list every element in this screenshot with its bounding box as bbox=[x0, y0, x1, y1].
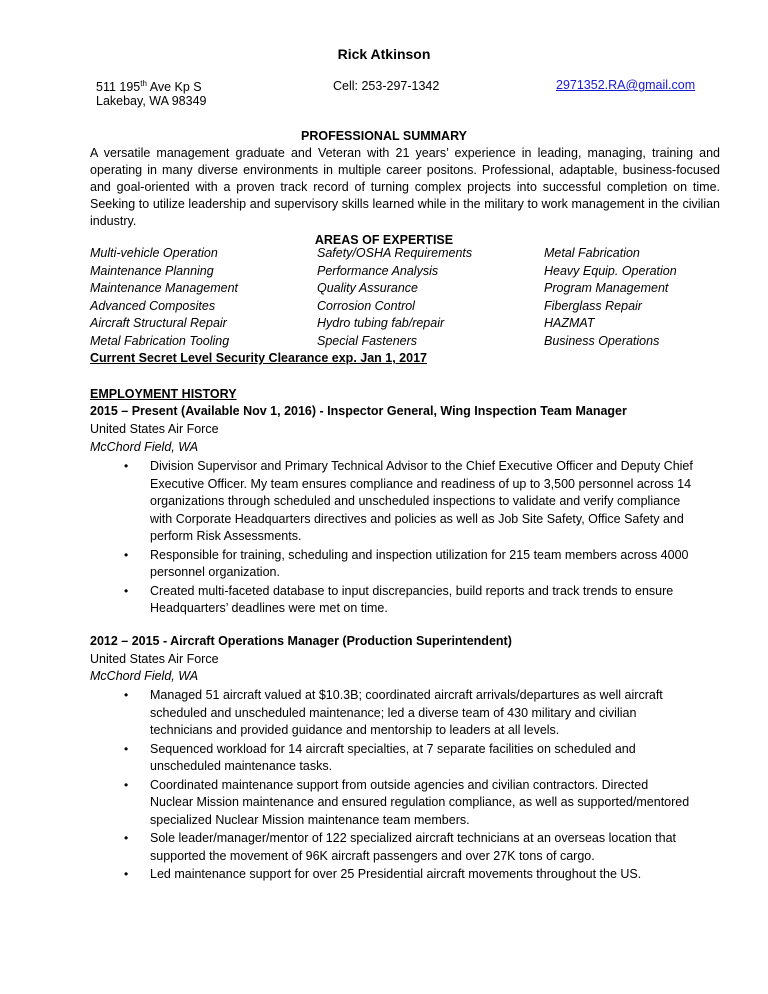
bullet-icon: • bbox=[124, 459, 129, 473]
bullet-icon: • bbox=[124, 688, 129, 702]
expertise-item: Business Operations bbox=[544, 333, 660, 348]
list-item: • Sequenced workload for 14 aircraft specialties, at 7 separate facilities on scheduled and unscheduled maintenance tasks. bbox=[124, 741, 636, 773]
expertise-item: Heavy Equip. Operation bbox=[544, 263, 677, 278]
job-organization: United States Air Force bbox=[90, 422, 219, 436]
bullet-icon: • bbox=[124, 777, 129, 792]
expertise-item: Hydro tubing fab/repair bbox=[317, 316, 445, 331]
bullet-icon: • bbox=[124, 741, 129, 756]
list-item: • Coordinated maintenance support from outside agencies and civilian contractors. Directed Nuclear Mission maintenance and ensured regulation compliance, as well as supported/mentored specialized Nuclear Mission maintenance team members. bbox=[124, 777, 690, 827]
list-item: • Led maintenance support for over 25 Presidential aircraft movements throughout the US. bbox=[124, 866, 694, 884]
expertise-item: Performance Analysis bbox=[317, 263, 439, 278]
job-title: 2012 – 2015 - Aircraft Operations Manager (Production Superintendent) bbox=[90, 634, 512, 648]
expertise-item: Program Management bbox=[544, 281, 669, 296]
bullet-icon: • bbox=[124, 583, 129, 598]
list-item: • Created multi-faceted database to input discrepancies, build reports and track trends to ensure Headquarters’ deadlines were met on time. bbox=[124, 583, 674, 615]
job-location: McChord Field, WA bbox=[90, 440, 199, 454]
bullet-icon: • bbox=[124, 547, 129, 562]
clearance-statement: Current Secret Level Security Clearance exp. Jan 1, 2017 bbox=[90, 351, 427, 365]
bullet-icon: • bbox=[124, 867, 129, 881]
job-bullet-list bbox=[124, 458, 694, 619]
expertise-column-1 bbox=[90, 245, 238, 351]
expertise-heading: AREAS OF EXPERTISE bbox=[314, 233, 454, 247]
expertise-item: Maintenance Management bbox=[90, 281, 239, 296]
list-item: • Responsible for training, scheduling and inspection utilization for 215 team members across 4000 personnel organization. bbox=[124, 547, 689, 579]
expertise-item: Metal Fabrication bbox=[544, 246, 640, 260]
expertise-item: Multi-vehicle Operation bbox=[90, 246, 218, 260]
expertise-item: Quality Assurance bbox=[317, 281, 418, 296]
list-item: • Managed 51 aircraft valued at $10.3B; coordinated aircraft arrivals/departures as well aircraft scheduled and unscheduled maintenance; led a diverse team of 430 military and civilian technicians and provided guidance and mentorship to leaders at all levels. bbox=[124, 688, 663, 737]
cell-phone: Cell: 253-297-1342 bbox=[333, 79, 440, 93]
expertise-item: HAZMAT bbox=[544, 316, 595, 331]
expertise-item: Special Fasteners bbox=[317, 333, 418, 348]
bullet-icon: • bbox=[124, 831, 129, 845]
job-title: 2015 – Present (Available Nov 1, 2016) - Inspector General, Wing Inspection Team Manager bbox=[90, 404, 627, 418]
address-street: 511 195th Ave Kp S bbox=[96, 79, 202, 94]
expertise-column-3 bbox=[544, 245, 677, 351]
summary-heading: PROFESSIONAL SUMMARY bbox=[301, 129, 467, 143]
employment-heading: EMPLOYMENT HISTORY bbox=[90, 387, 237, 401]
expertise-item: Corrosion Control bbox=[317, 298, 415, 313]
summary-text: A versatile management graduate and Veteran with 21 years’ experience in leading, managing, training and operating in many diverse environments in multiple career positons. Professional, adaptable, business-focused and goal-oriented with a proven track record of turning complex projects into successful completion on time. Seeking to utilize leadership and supervisory skills learned while in the military to work management in the civilian industry. bbox=[90, 146, 720, 228]
job-location: McChord Field, WA bbox=[90, 669, 199, 683]
resume-name: Rick Atkinson bbox=[337, 46, 431, 62]
list-item: • Sole leader/manager/mentor of 122 specialized aircraft technicians at an overseas location that supported the movement of 96K aircraft passengers and over 27K tons of cargo. bbox=[124, 831, 676, 863]
expertise-item: Safety/OSHA Requirements bbox=[317, 246, 473, 260]
expertise-item: Fiberglass Repair bbox=[544, 298, 642, 313]
job-bullet-list bbox=[124, 687, 694, 885]
address-city: Lakebay, WA 98349 bbox=[96, 94, 207, 108]
email-link[interactable]: 2971352.RA@gmail.com bbox=[556, 78, 696, 92]
expertise-item: Advanced Composites bbox=[90, 298, 216, 313]
job-organization: United States Air Force bbox=[90, 652, 219, 666]
expertise-item: Aircraft Structural Repair bbox=[90, 316, 227, 331]
expertise-column-2 bbox=[317, 245, 472, 351]
expertise-item: Metal Fabrication Tooling bbox=[90, 333, 230, 348]
expertise-item: Maintenance Planning bbox=[90, 263, 214, 278]
list-item: • Division Supervisor and Primary Technical Advisor to the Chief Executive Officer and Deputy Chief Executive Officer. My team ensures compliance and readiness of up to 3,500 personnel across 14 organizations through scheduled and unscheduled inspections to validate and verify compliance with Corporate Headquarters directives and policies as well as Job Site Safety, Office Safety and perform Risk Assessments. bbox=[124, 459, 693, 543]
